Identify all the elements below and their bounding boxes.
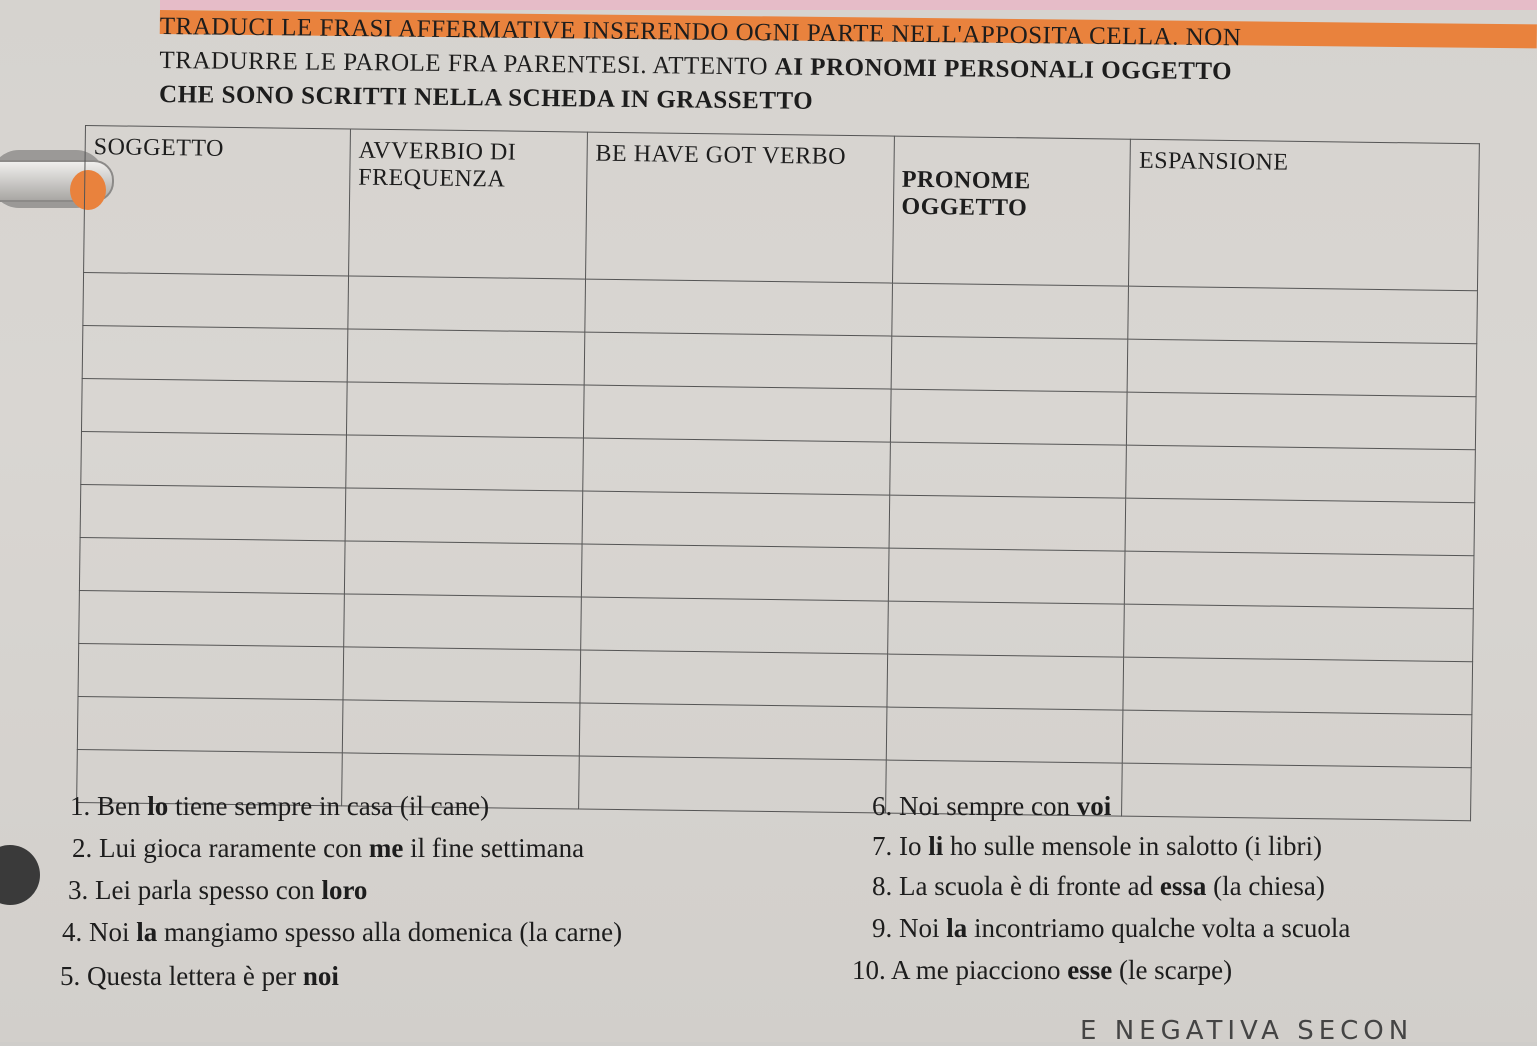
answer-cell[interactable] [886,707,1124,763]
answer-cell[interactable] [891,283,1129,339]
answer-cell[interactable] [348,276,586,332]
instructions-line-3: CHE SONO SCRITTI NELLA SCHEDA IN GRASSETTO [158,80,814,115]
answer-cell[interactable] [583,438,890,495]
answer-cell[interactable] [344,541,582,597]
answer-table [76,125,1479,798]
answer-cell[interactable] [346,382,584,438]
answer-cell[interactable] [891,336,1129,392]
answer-cell[interactable] [78,643,344,699]
answer-cell[interactable] [1122,763,1471,821]
answer-cell[interactable] [1124,604,1473,662]
sentence-1: 1. Ben lo tiene sempre in casa (il cane) [70,791,490,821]
answer-cell[interactable] [582,491,889,548]
answer-cell[interactable] [889,442,1127,498]
header-soggetto: SOGGETTO [84,126,351,276]
answer-cell[interactable] [80,484,346,540]
answer-cell[interactable] [344,594,582,650]
header-espansione: ESPANSIONE [1129,139,1479,291]
answer-cell[interactable] [1128,339,1477,397]
header-avverbio: AVVERBIO DI FREQUENZA [348,129,587,279]
sentence-9: 9. Noi la incontriamo qualche volta a scuola [872,913,1351,943]
instructions-line-2: TRADURRE LE PAROLE FRA PARENTESI. ATTENTO AI PRONOMI PERSONALI OGGETTO [159,46,1233,86]
answer-cell[interactable] [579,703,886,760]
answer-cell[interactable] [82,325,348,381]
answer-cell[interactable] [580,650,887,707]
answer-cell[interactable] [1125,551,1474,609]
answer-cell[interactable] [81,431,347,487]
answer-cell[interactable] [888,548,1126,604]
answer-cell[interactable] [343,647,581,703]
answer-cell[interactable] [889,495,1127,551]
answer-cell[interactable] [578,756,885,813]
answer-table-body [77,272,1478,820]
answer-cell[interactable] [581,544,888,601]
answer-cell[interactable] [585,279,892,336]
answer-cell[interactable] [79,537,345,593]
answer-cell[interactable] [346,435,584,491]
answer-cell[interactable] [887,601,1125,657]
answer-cell[interactable] [890,389,1128,445]
sentence-2: 2. Lui gioca raramente con me il fine settimana [72,833,585,863]
answer-cell[interactable] [345,488,583,544]
instructions-line-1: TRADUCI LE FRASI AFFERMATIVE INSERENDO OGNI PARTE NELL'APPOSITA CELLA. NON [159,12,1242,52]
answer-cell[interactable] [77,696,343,752]
sentence-7: 7. Io li ho sulle mensole in salotto (i libri) [872,831,1322,861]
answer-cell[interactable] [1128,286,1477,344]
sentence-6: 6. Noi sempre con voi [872,791,1112,821]
header-verbo: BE HAVE GOT VERBO [585,132,894,283]
answer-cell[interactable] [1123,657,1472,715]
answer-cell[interactable] [81,378,347,434]
header-pronome-oggetto: PRONOME OGGETTO [892,136,1131,286]
answer-cell[interactable] [342,700,580,756]
sentence-5: 5. Questa lettera è per noi [60,961,339,991]
answer-cell[interactable] [83,272,349,328]
answer-cell[interactable] [79,590,345,646]
pink-paper-edge [160,0,1537,10]
answer-cell[interactable] [1123,710,1472,768]
sentence-4: 4. Noi la mangiamo spesso alla domenica (la carne) [62,917,623,947]
cut-off-footer-text: E NEGATIVA SECON [1080,1016,1414,1046]
answer-cell[interactable] [584,332,891,389]
answer-cell[interactable] [347,329,585,385]
answer-cell[interactable] [583,385,890,442]
answer-cell[interactable] [1125,498,1474,556]
answer-cell[interactable] [580,597,887,654]
sentence-8: 8. La scuola è di fronte ad essa (la chiesa) [872,871,1325,901]
answer-cell[interactable] [1127,392,1476,450]
answer-cell[interactable] [1126,445,1475,503]
sentence-10: 10. A me piacciono esse (le scarpe) [852,955,1233,985]
answer-cell[interactable] [886,654,1124,710]
sentence-3: 3. Lei parla spesso con loro [68,875,368,905]
instructions [159,10,1480,126]
